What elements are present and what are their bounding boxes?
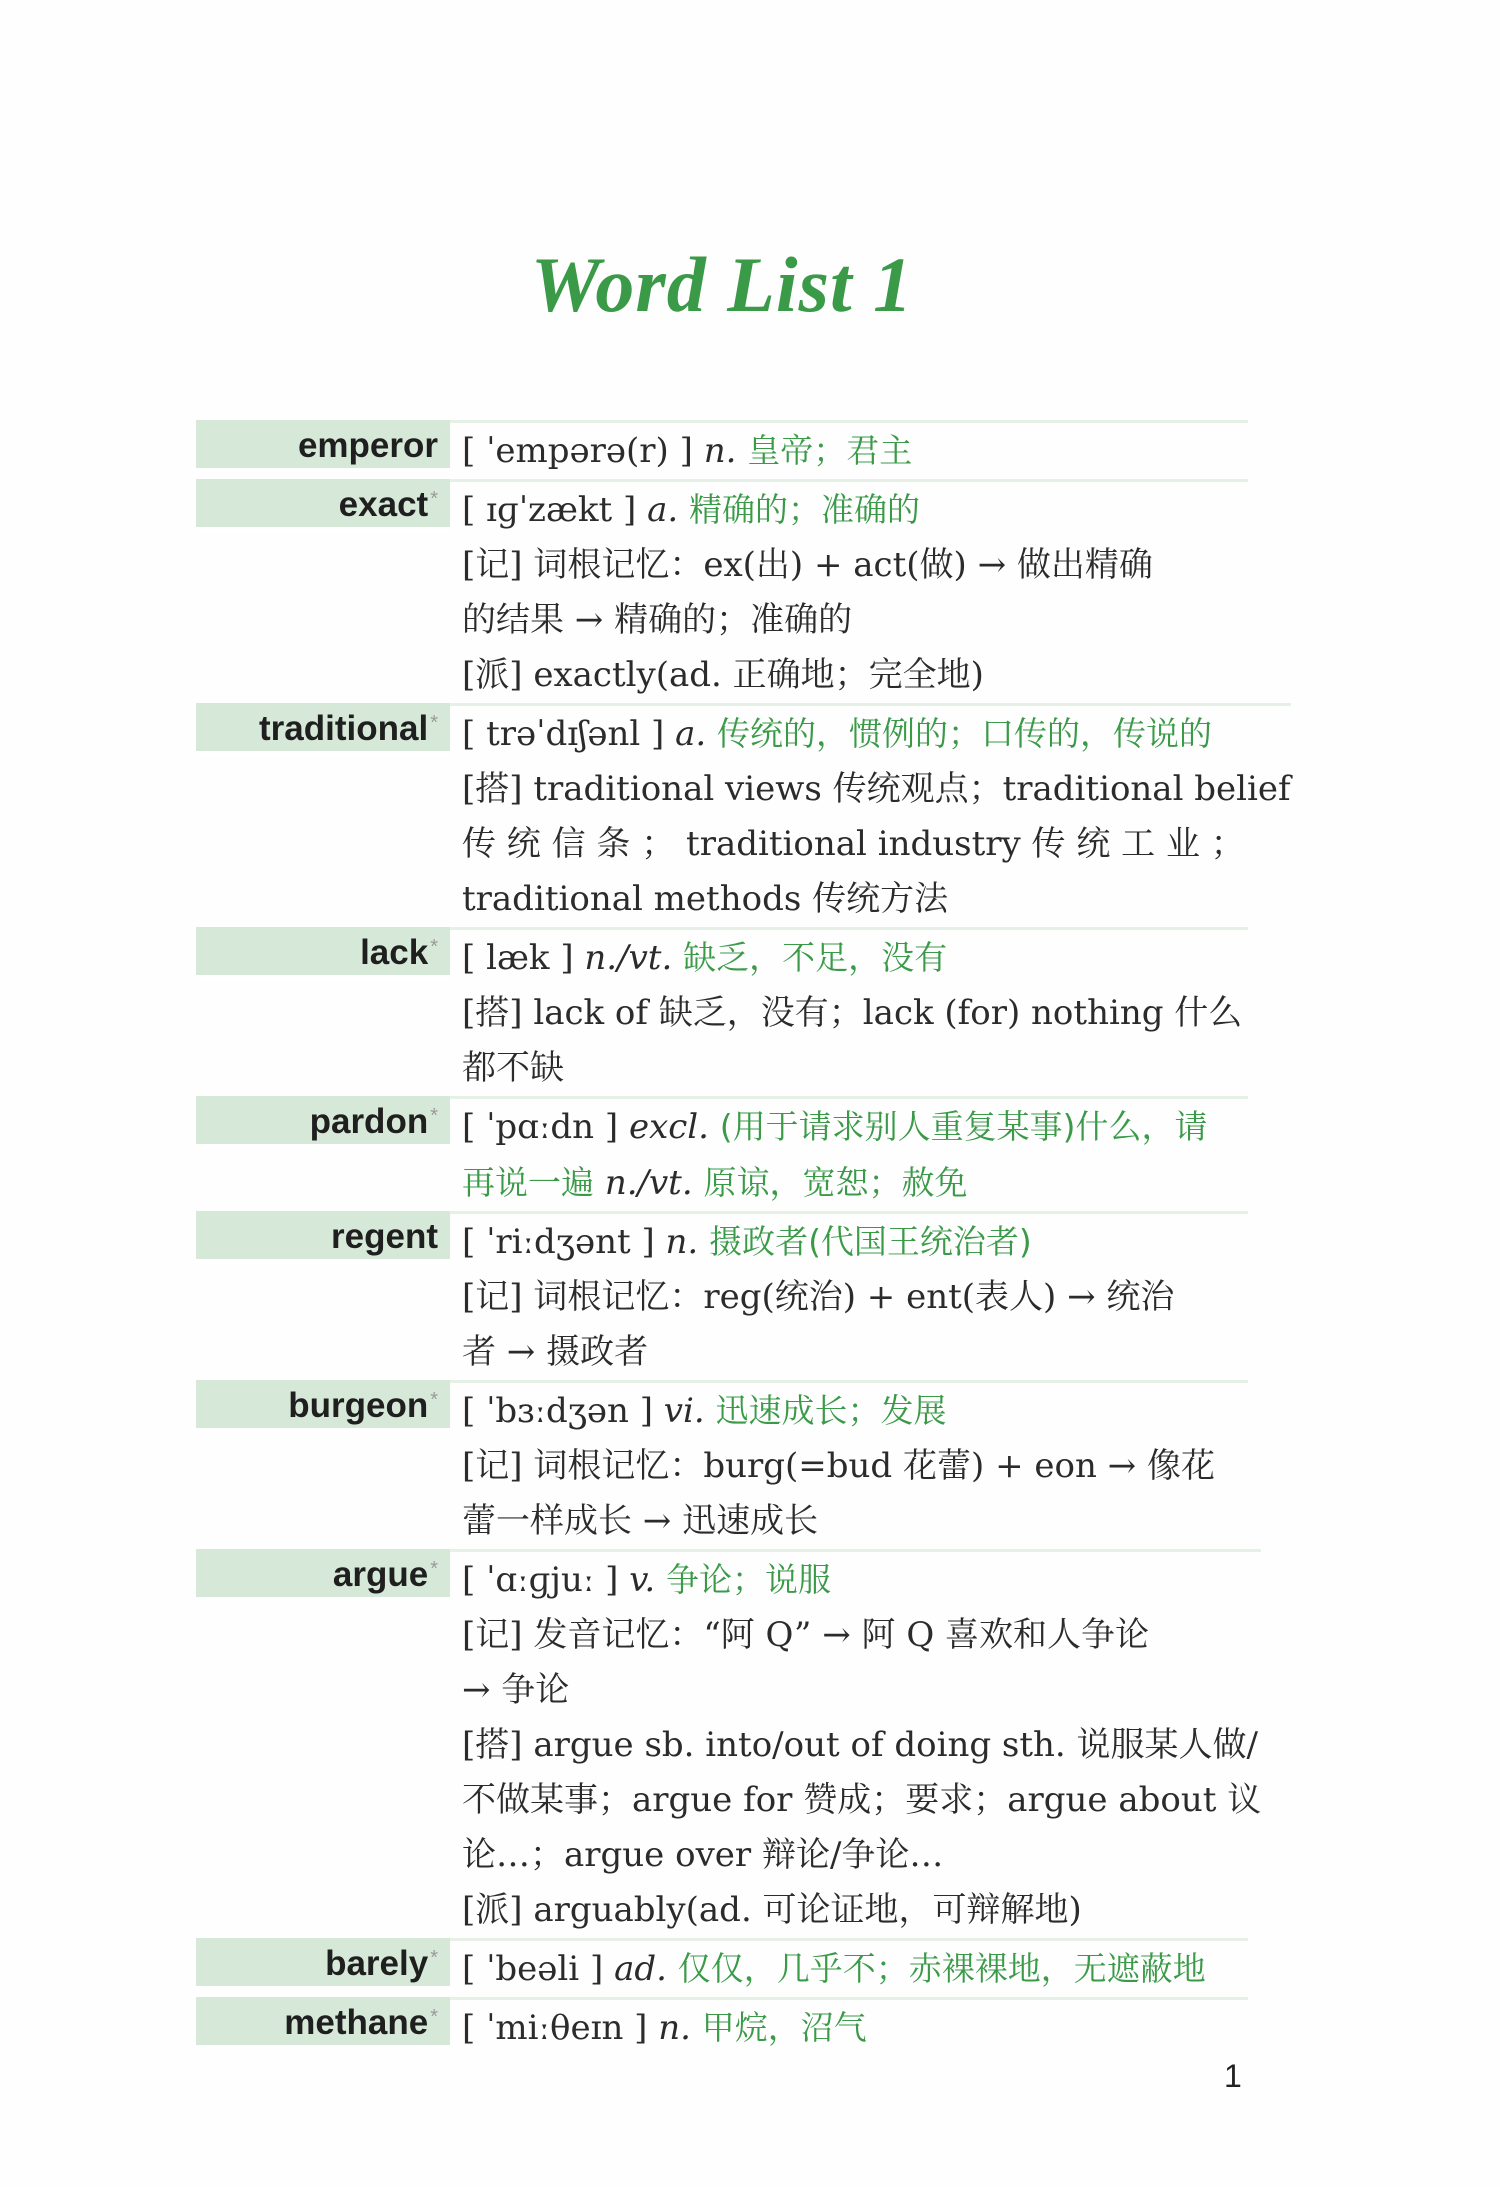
word-entry [196, 703, 1291, 927]
definition-line [462, 2000, 1248, 2056]
word-entry [196, 1380, 1248, 1549]
word-list-title: Word List 1 [530, 241, 914, 328]
phonetic: [ ˈɑːɡjuː ] [462, 1560, 619, 1600]
star-mark: * [430, 1389, 438, 1411]
headword-box [196, 1938, 450, 1990]
phonetic: [ læk ] [462, 938, 574, 978]
headword: pardon [309, 1102, 429, 1141]
headword: traditional [259, 709, 429, 748]
definition-line [462, 1383, 1248, 1439]
part-of-speech: ad. [614, 1949, 667, 1989]
meaning: (用于请求别人重复某事)什么，请 [719, 1107, 1208, 1146]
headword-box [196, 1096, 450, 1148]
meaning: 再说一遍 [462, 1163, 594, 1202]
star-mark: * [430, 712, 438, 734]
word-entry [196, 1211, 1248, 1380]
note-line: 论…；argue over 辩论/争论… [462, 1835, 944, 1875]
part-of-speech: vi. [663, 1391, 705, 1431]
meaning: 精确的；准确的 [688, 490, 920, 529]
part-of-speech: n./vt. [604, 1163, 693, 1203]
star-mark: * [430, 1105, 438, 1127]
definition-line [462, 1099, 1248, 1155]
note-line: 传 统 信 条 ； traditional industry 传 统 工 业 ； [462, 824, 1245, 864]
note-line: traditional methods 传统方法 [462, 879, 949, 919]
note-line: [派] arguably(ad. 可论证地，可辩解地) [462, 1890, 1082, 1930]
part-of-speech: n. [658, 2008, 691, 2048]
phonetic: [ trəˈdɪʃənl ] [462, 714, 665, 754]
meaning: 皇帝；君主 [747, 431, 913, 470]
note-line: [记] 词根记忆：burg(=bud 花蕾) + eon → 像花 [462, 1446, 1215, 1486]
headword: argue [332, 1555, 429, 1594]
meaning: 摄政者(代国王统治者) [709, 1222, 1032, 1261]
phonetic: [ ˈpɑːdn ] [462, 1107, 619, 1147]
phonetic: [ ɪɡˈzækt ] [462, 490, 637, 530]
part-of-speech: n. [703, 431, 737, 471]
headword: methane [284, 2003, 429, 2042]
part-of-speech: a. [675, 714, 707, 754]
note-line: 者 → 摄政者 [462, 1332, 649, 1372]
meaning: 迅速成长；发展 [715, 1391, 947, 1430]
word-list [196, 420, 1291, 2056]
headword-box [196, 1211, 450, 1263]
word-entry [196, 927, 1248, 1096]
headword-box [196, 1997, 450, 2049]
part-of-speech: n./vt. [584, 938, 673, 978]
headword-box [196, 1549, 450, 1601]
definition-line [462, 423, 1248, 479]
headword-box [196, 703, 450, 755]
definition-line [462, 1214, 1248, 1270]
meaning: 传统的，惯例的；口传的，传说的 [717, 714, 1212, 753]
word-entry [196, 479, 1248, 703]
note-line: [搭] traditional views 传统观点；traditional belief [462, 769, 1291, 809]
note-line: [记] 词根记忆：reg(统治) + ent(表人) → 统治 [462, 1277, 1175, 1317]
note-line: [搭] argue sb. into/out of doing sth. 说服某人做/ [462, 1725, 1258, 1765]
headword-box [196, 420, 450, 472]
star-mark: * [430, 1947, 438, 1969]
part-of-speech: v. [629, 1560, 656, 1600]
note-line: 蕾一样成长 → 迅速成长 [462, 1501, 819, 1541]
meaning: 甲烷，沼气 [701, 2008, 867, 2047]
definition-line [462, 1552, 1261, 1608]
note-line: [派] exactly(ad. 正确地；完全地) [462, 655, 984, 695]
phonetic: [ ˈriːdʒənt ] [462, 1222, 655, 1262]
definition-line [462, 1155, 1248, 1211]
page-number: 1 [1224, 2058, 1242, 2094]
word-entry [196, 1997, 1248, 2056]
word-entry [196, 1096, 1248, 1211]
headword-box [196, 1380, 450, 1432]
star-mark: * [430, 1558, 438, 1580]
phonetic: [ ˈbeəli ] [462, 1949, 604, 1989]
definition-line [462, 1941, 1248, 1997]
note-line: → 争论 [462, 1670, 570, 1710]
headword: regent [331, 1217, 438, 1256]
headword: barely [325, 1944, 429, 1983]
phonetic: [ ˈmiːθeɪn ] [462, 2008, 648, 2048]
note-line: 不做某事；argue for 赞成；要求；argue about 议 [462, 1780, 1262, 1820]
headword: emperor [297, 426, 438, 465]
note-line: [搭] lack of 缺乏，没有；lack (for) nothing 什么 [462, 993, 1243, 1033]
note-line: 都不缺 [462, 1048, 564, 1088]
part-of-speech: a. [647, 490, 679, 530]
definition-line [462, 482, 1248, 538]
star-mark: * [430, 488, 438, 510]
note-line: [记] 词根记忆：ex(出) + act(做) → 做出精确 [462, 545, 1153, 585]
note-line: [记] 发音记忆：“阿 Q” → 阿 Q 喜欢和人争论 [462, 1615, 1150, 1655]
word-entry [196, 1549, 1262, 1938]
phonetic: [ ˈempərə(r) ] [462, 431, 693, 471]
meaning: 仅仅，几乎不；赤裸裸地，无遮蔽地 [677, 1949, 1206, 1988]
headword-box [196, 479, 450, 531]
headword: lack [360, 933, 429, 972]
definition-line [462, 706, 1291, 762]
meaning: 缺乏，不足，没有 [683, 938, 948, 977]
headword: burgeon [288, 1386, 429, 1425]
headword-box [196, 927, 450, 979]
star-mark: * [430, 936, 438, 958]
phonetic: [ ˈbɜːdʒən ] [462, 1391, 653, 1431]
part-of-speech: n. [665, 1222, 699, 1262]
headword: exact [338, 485, 429, 524]
star-mark: * [430, 2006, 438, 2028]
meaning: 争论；说服 [665, 1560, 831, 1599]
meaning: 原谅，宽恕；赦免 [703, 1163, 968, 1202]
part-of-speech: excl. [628, 1107, 709, 1147]
note-line: 的结果 → 精确的；准确的 [462, 600, 853, 640]
definition-line [462, 930, 1248, 986]
word-entry [196, 420, 1248, 479]
word-entry [196, 1938, 1248, 1997]
